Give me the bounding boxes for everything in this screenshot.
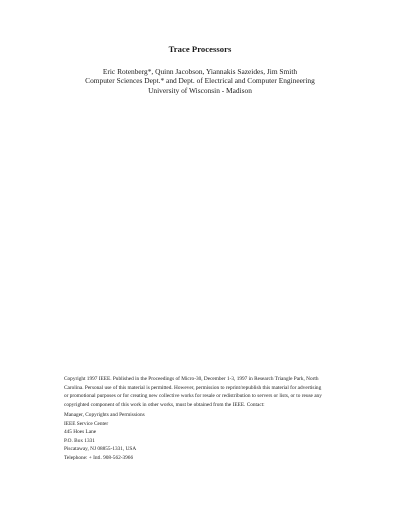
affiliation-university: University of Wisconsin - Madison bbox=[148, 85, 252, 95]
copyright-line: or promotional purposes or for creating new collective works for resale or redistribution to servers or lists, or to reuse any bbox=[64, 393, 322, 399]
contact-line: Piscataway, NJ 08855-1331, USA bbox=[64, 446, 137, 453]
copyright-line: copyrighted component of this work in other works, must be obtained from the IEEE. Contact: bbox=[64, 401, 265, 408]
contact-line: Telephone: + Intl. 908-562-3966 bbox=[64, 454, 134, 461]
contact-line: 445 Hoes Lane bbox=[64, 429, 97, 436]
copyright-line: Copyright 1997 IEEE. Published in the Proceedings of Micro-30, December 1-3, 1997 in Research Triangle Park, North bbox=[64, 376, 319, 382]
paper-title: Trace Processors bbox=[168, 44, 232, 54]
copyright-notice bbox=[64, 375, 344, 409]
contact-line: P.O. Box 1331 bbox=[64, 437, 95, 444]
affiliation-departments: Computer Sciences Dept.* and Dept. of Electrical and Computer Engineering bbox=[85, 76, 315, 86]
author-block bbox=[0, 67, 400, 95]
author-list: Eric Rotenberg*, Quinn Jacobson, Yiannakis Sazeides, Jim Smith bbox=[102, 67, 298, 76]
contact-line: IEEE Service Center bbox=[64, 420, 109, 427]
contact-address bbox=[64, 411, 344, 463]
contact-line: Manager, Copyrights and Permissions bbox=[64, 412, 145, 418]
copyright-line: Carolina. Personal use of this material is permitted. However, permission to reprint/republish this material for advertising bbox=[64, 384, 322, 391]
